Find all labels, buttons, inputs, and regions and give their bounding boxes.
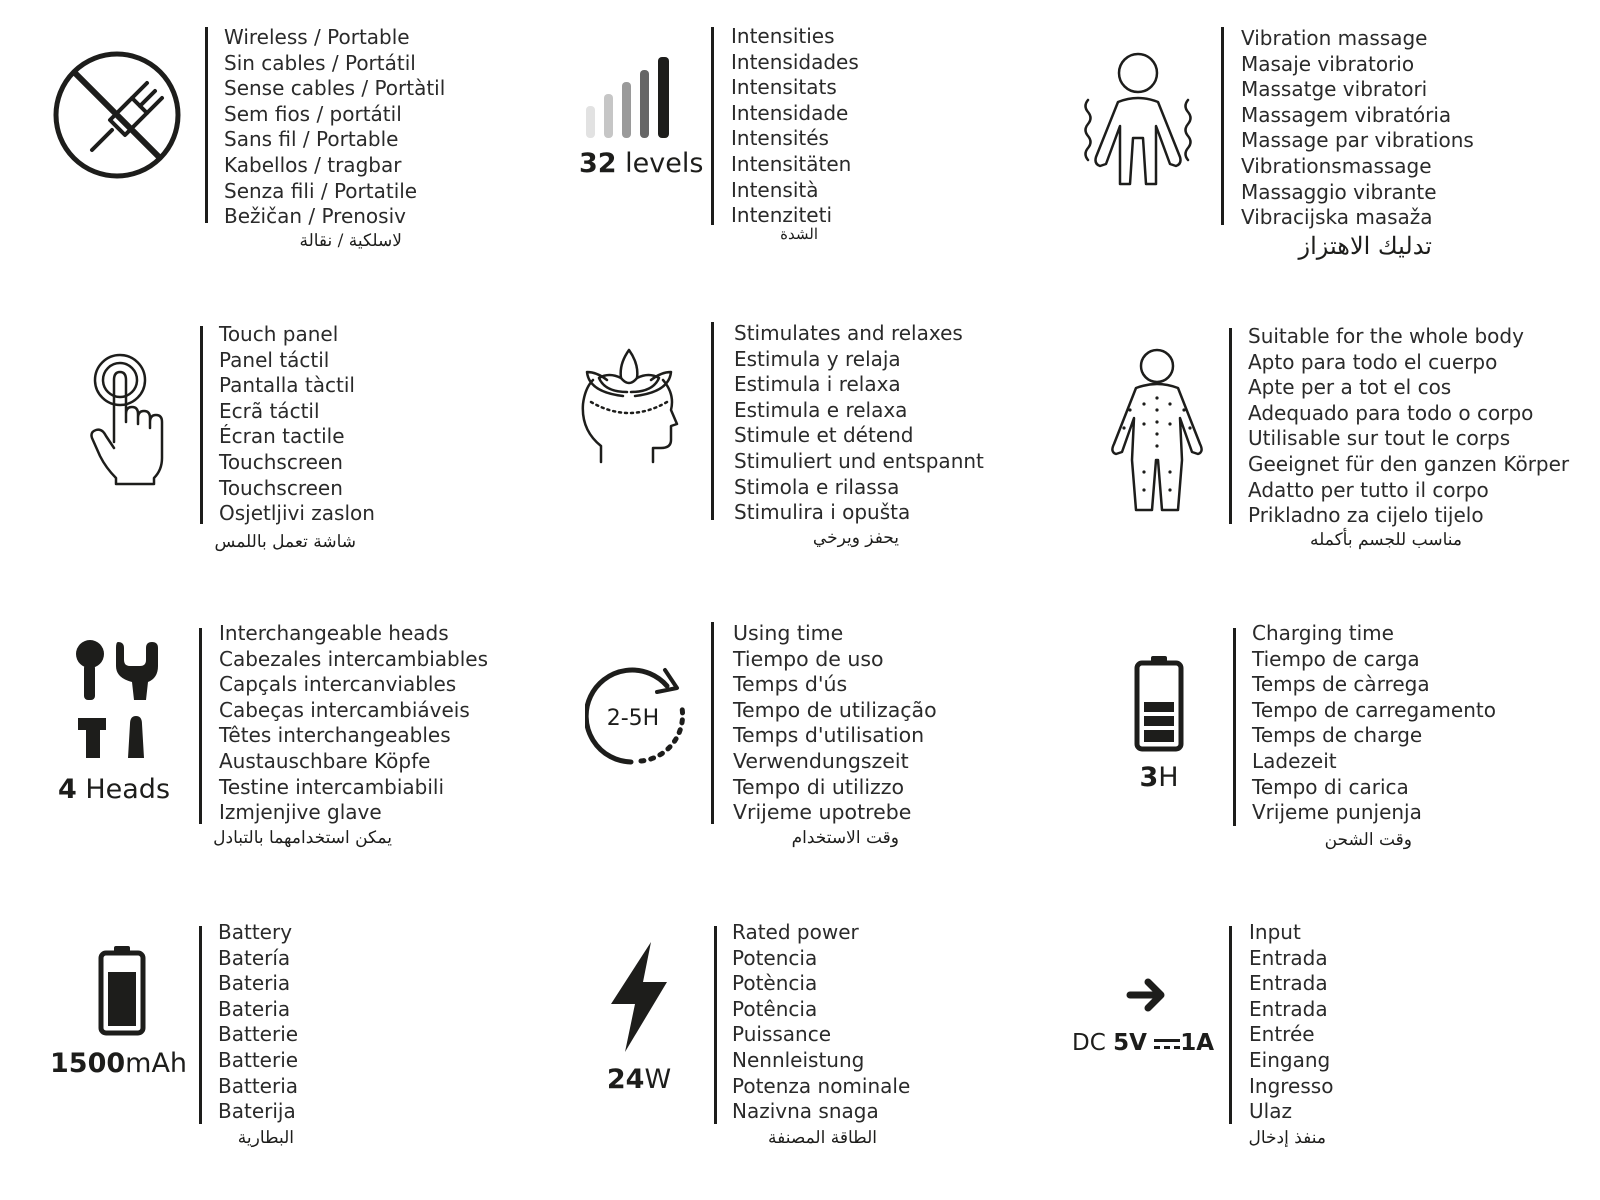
feature-stimulates-lines: Stimulates and relaxes Estimula y relaja Estimula i relaxa Estimula e relaxa Stimule et détend Stimuliert und entspannt Stimola e rilassa Stimulira i opušta (734, 321, 984, 525)
feature-intensities (533, 0, 1066, 300)
feature-battery-lines: Battery Batería Bateria Bateria Batterie Batterie Batteria Baterija (218, 920, 299, 1124)
feature-charging-lines: Charging time Tiempo de carga Temps de càrrega Tempo de carregamento Temps de charge Ladezeit Tempo di carica Vrijeme punjenja (1252, 621, 1496, 825)
battery-icon (98, 946, 146, 1036)
massage-heads-icon (74, 640, 164, 760)
divider (205, 27, 208, 223)
feature-vibration-arabic: تدليك الاهتزاز (1298, 232, 1432, 260)
battery-charging-icon (1134, 656, 1184, 752)
signal-levels-icon (586, 56, 676, 140)
divider (1233, 628, 1236, 826)
dc-symbol (1154, 1037, 1180, 1051)
feature-wireless-lines: Wireless / Portable Sin cables / Portátil Sense cables / Portàtil Sem fios / portátil Sans fil / Portable Kabellos / tragbar Senza fili / Portatile Bežičan / Prenosiv (224, 25, 446, 229)
feature-intensities-lines: Intensities Intensidades Intensitats Intensidade Intensités Intensitäten Intensità Intenziteti (731, 24, 859, 228)
divider (199, 628, 202, 824)
feature-power-arabic: الطاقة المصنفة (768, 1128, 877, 1148)
divider (200, 326, 203, 524)
touch-hand-icon (90, 352, 170, 487)
timer-text: 2-5H (606, 706, 660, 731)
levels-caption: 32 levels (579, 148, 704, 179)
feature-usingtime-arabic: وقت الاستخدام (791, 828, 899, 848)
feature-wireless-arabic: لاسلكية / نقالة (299, 231, 402, 251)
timer-icon (585, 662, 691, 768)
power-caption: 24W (606, 1064, 672, 1095)
feature-stimulates-arabic: يحفز ويرخي (812, 528, 899, 548)
feature-charging (1066, 600, 1599, 900)
feature-wholebody (1066, 300, 1599, 600)
feature-heads-lines: Interchangeable heads Cabezales intercambiables Capçals intercanviables Cabeças intercambiáveis Têtes interchangeables Austauschbare Köpfe Testine intercambiabili Izmjenjive glave (219, 621, 488, 825)
feature-heads (0, 600, 533, 900)
input-caption: DC 5V 1A (1071, 1030, 1215, 1056)
feature-usingtime-lines: Using time Tiempo de uso Temps d'ús Tempo de utilização Temps d'utilisation Verwendungszeit Tempo di utilizzo Vrijeme upotrebe (733, 621, 937, 825)
lotus-head-icon (579, 348, 679, 468)
battery-caption: 1500mAh (50, 1048, 188, 1079)
feature-touch-arabic: شاشة تعمل باللمس (214, 532, 356, 552)
heads-caption: 4 Heads (57, 774, 171, 805)
lightning-icon (609, 942, 669, 1052)
feature-touch (0, 300, 533, 600)
divider (199, 926, 202, 1124)
divider (1229, 926, 1232, 1124)
feature-battery (0, 900, 533, 1200)
feature-intensities-arabic: الشدة (780, 225, 818, 243)
feature-heads-arabic: يمكن استخدامهما بالتبادل (213, 828, 392, 848)
feature-touch-lines: Touch panel Panel táctil Pantalla tàctil Ecrã táctil Écran tactile Touchscreen Touchscreen Osjetljivi zaslon (219, 322, 375, 526)
divider (711, 322, 714, 520)
feature-input-lines: Input Entrada Entrada Entrada Entrée Eingang Ingresso Ulaz (1249, 920, 1334, 1124)
divider (711, 27, 714, 225)
feature-wholebody-arabic: مناسب للجسم بأكمله (1310, 530, 1462, 550)
divider (714, 926, 717, 1124)
vibrating-body-icon (1078, 52, 1198, 188)
feature-wireless (0, 0, 533, 300)
divider (1221, 27, 1224, 225)
feature-stimulates (533, 300, 1066, 600)
feature-power (533, 900, 1066, 1200)
divider (711, 622, 714, 824)
feature-wholebody-lines: Suitable for the whole body Apto para todo el cuerpo Apte per a tot el cos Adequado para todo o corpo Utilisable sur tout le corps Geeignet für den ganzen Körper Adatto per tutto il corpo Prikladno za cijelo tijelo (1248, 324, 1570, 528)
charging-caption: 3H (1139, 762, 1179, 793)
feature-vibration-lines: Vibration massage Masaje vibratorio Massatge vibratori Massagem vibratória Massage par vibrations Vibrationsmassage Massaggio vibrante Vibracijska masaža (1241, 26, 1474, 230)
feature-battery-arabic: البطارية (237, 1128, 294, 1148)
feature-vibration (1066, 0, 1599, 300)
dotted-body-icon (1102, 348, 1212, 516)
feature-charging-arabic: وقت الشحن (1324, 830, 1412, 850)
feature-input-arabic: منفذ إدخال (1248, 1128, 1326, 1148)
no-plug-icon (52, 50, 182, 180)
arrow-right-icon (1126, 974, 1168, 1016)
feature-usingtime (533, 600, 1066, 900)
divider (1229, 328, 1232, 524)
feature-power-lines: Rated power Potencia Potència Potência Puissance Nennleistung Potenza nominale Nazivna snaga (732, 920, 911, 1124)
feature-input (1066, 900, 1599, 1200)
